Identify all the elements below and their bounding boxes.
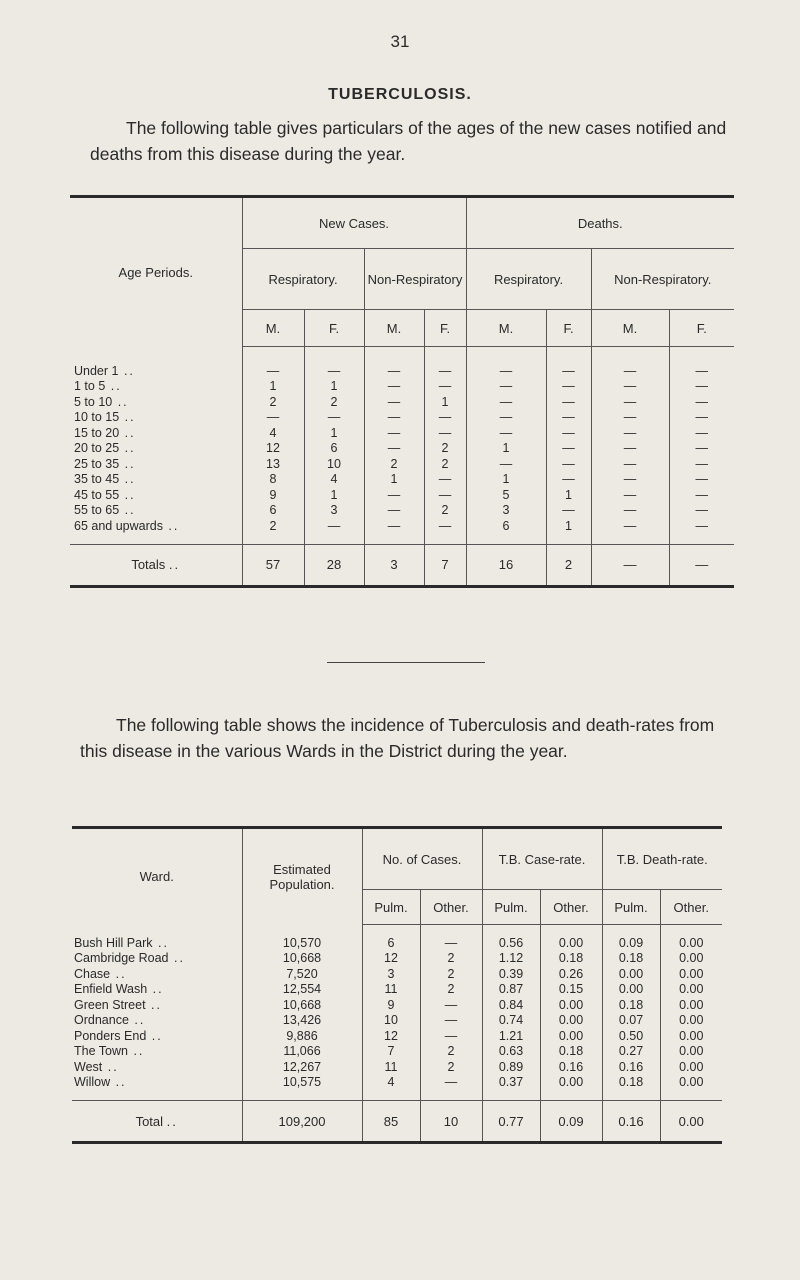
table-cell: — [466,394,546,410]
table-row [72,1075,722,1101]
table-cell: 0.16 [602,1059,660,1075]
table-cell: — [304,347,364,379]
table-cell: — [364,518,424,544]
wards-table [72,826,722,1144]
new-nonrespiratory-header: Non-Respiratory [364,249,466,310]
table-cell: — [364,394,424,410]
age-periods-header: Age Periods. [118,264,193,280]
table-cell: 2 [420,982,482,998]
row-label: 15 to 20 .. [74,425,136,440]
table-cell: 1 [466,472,546,488]
table-cell: — [424,379,466,395]
table-cell: — [591,472,669,488]
table-cell: 3 [466,503,546,519]
table-row [72,1059,722,1075]
table-cell: — [364,425,424,441]
table-cell: 0.00 [540,1075,602,1101]
table-cell: 0.00 [660,997,722,1013]
row-label: Under 1 .. [74,363,135,378]
total-cell: 0.77 [482,1101,540,1143]
table-row [72,1028,722,1044]
table-cell: — [669,379,734,395]
row-label: 45 to 55 .. [74,487,136,502]
table-cell: 12 [242,441,304,457]
table-cell: 9,886 [242,1028,362,1044]
table-cell: 12 [362,1028,420,1044]
table-cell: — [591,410,669,426]
population-header: Estimated Population. [242,828,362,925]
table-cell: — [546,394,591,410]
table-cell: 1 [466,441,546,457]
table-cell: 0.00 [660,1013,722,1029]
table-cell: 10,668 [242,997,362,1013]
col-other: Other. [420,890,482,925]
table-cell: 0.16 [540,1059,602,1075]
table-cell: 0.00 [660,1059,722,1075]
col-m: M. [242,310,304,347]
table-cell: — [669,487,734,503]
page-number: 31 [390,32,410,51]
table-cell: 0.00 [540,925,602,951]
table-cell: 1 [364,472,424,488]
table-cell: — [242,410,304,426]
deaths-nonrespiratory-header: Non-Respiratory. [591,249,734,310]
table-cell: — [669,472,734,488]
table-cell: 10,575 [242,1075,362,1101]
section-divider [327,662,485,663]
table-cell: 0.00 [660,951,722,967]
table-cell: 0.00 [660,982,722,998]
total-row [72,1101,722,1143]
table-row [70,425,734,441]
row-label: Cambridge Road .. [74,951,185,966]
table-cell: 0.00 [660,966,722,982]
table-cell: 11 [362,982,420,998]
cases-header: No. of Cases. [362,828,482,890]
col-m: M. [466,310,546,347]
table-cell: 0.09 [602,925,660,951]
table-cell: 0.00 [660,1044,722,1060]
table-cell: 1 [304,379,364,395]
table-cell: 11 [362,1059,420,1075]
table-cell: — [424,410,466,426]
row-label: Chase .. [74,966,127,981]
case-rate-header: T.B. Case-rate. [482,828,602,890]
table-cell: — [546,472,591,488]
total-cell: 0.09 [540,1101,602,1143]
table-cell: 6 [362,925,420,951]
table-row [70,441,734,457]
table-cell: — [546,379,591,395]
totals-cell: 16 [466,544,546,586]
table-cell: — [466,347,546,379]
table-cell: 0.00 [540,1013,602,1029]
table-cell: — [546,456,591,472]
table-cell: 9 [242,487,304,503]
totals-cell: — [591,544,669,586]
row-label: 65 and upwards .. [74,518,180,533]
table-cell: 0.39 [482,966,540,982]
table-cell: 0.37 [482,1075,540,1101]
table-cell: 6 [242,503,304,519]
intro-paragraph-wards: The following table shows the incidence of Tuberculosis and death-rates from this disease in the various Wards in the District during the year. [80,715,715,761]
table-cell: — [669,503,734,519]
table-cell: 13,426 [242,1013,362,1029]
table-row [70,379,734,395]
table-cell: — [546,410,591,426]
table-cell: 12,554 [242,982,362,998]
col-pulm: Pulm. [602,890,660,925]
table-cell: 2 [242,518,304,544]
table-cell: 0.18 [602,1075,660,1101]
table-cell: 0.00 [540,1028,602,1044]
row-label: 55 to 65 .. [74,503,136,518]
table-cell: 0.15 [540,982,602,998]
row-label: Bush Hill Park .. [74,935,169,950]
table-cell: — [364,347,424,379]
table-cell: 7 [362,1044,420,1060]
table-cell: 0.84 [482,997,540,1013]
table-cell: 2 [242,394,304,410]
table-cell: 10 [304,456,364,472]
table-cell: — [546,425,591,441]
table-row [70,394,734,410]
table-cell: 8 [242,472,304,488]
table-cell: 6 [466,518,546,544]
deaths-header: Deaths. [466,197,734,249]
table-cell: 1 [546,518,591,544]
table-cell: 13 [242,456,304,472]
table-row [72,925,722,951]
col-other: Other. [540,890,602,925]
col-m: M. [364,310,424,347]
table-cell: 7,520 [242,966,362,982]
total-cell: 85 [362,1101,420,1143]
table-cell: — [591,456,669,472]
table-cell: 2 [364,456,424,472]
table-cell: 0.26 [540,966,602,982]
row-label: The Town .. [74,1044,145,1059]
table-cell: 2 [420,1044,482,1060]
table-cell: 0.00 [540,997,602,1013]
table-cell: 4 [362,1075,420,1101]
total-cell: 109,200 [242,1101,362,1143]
table-cell: 0.87 [482,982,540,998]
table-cell: — [364,410,424,426]
table-cell: — [591,503,669,519]
table-row [70,518,734,544]
table-cell: — [591,394,669,410]
table-cell: 0.18 [602,997,660,1013]
table-row [70,456,734,472]
row-label: Enfield Wash .. [74,982,164,997]
table-row [70,472,734,488]
table-row [72,997,722,1013]
table-cell: — [466,425,546,441]
table-cell: — [364,441,424,457]
table-cell: — [669,394,734,410]
totals-cell: 57 [242,544,304,586]
table-cell: — [364,503,424,519]
col-f: F. [304,310,364,347]
table-cell: 3 [304,503,364,519]
table-cell: 0.00 [660,1028,722,1044]
table-row [72,1044,722,1060]
row-label: Ordnance .. [74,1013,146,1028]
table-cell: 1 [304,425,364,441]
table-cell: — [420,1028,482,1044]
table-cell: — [364,487,424,503]
row-label: 35 to 45 .. [74,472,136,487]
table-cell: — [546,503,591,519]
new-respiratory-header: Respiratory. [242,249,364,310]
row-label: Ponders End .. [74,1028,163,1043]
table-cell: — [591,441,669,457]
totals-cell: 7 [424,544,466,586]
table-cell: — [466,456,546,472]
table-cell: 0.74 [482,1013,540,1029]
table-cell: — [364,379,424,395]
col-pulm: Pulm. [362,890,420,925]
row-label: Green Street .. [74,997,162,1012]
table-cell: 12,267 [242,1059,362,1075]
table-cell: — [466,410,546,426]
table-cell: 5 [466,487,546,503]
table-row [70,347,734,379]
table-cell: 0.18 [540,951,602,967]
table-cell: 0.00 [602,982,660,998]
table-row [72,1013,722,1029]
table-cell: — [424,472,466,488]
table-cell: — [669,425,734,441]
table-row [72,966,722,982]
table-cell: 2 [424,441,466,457]
table-cell: — [669,456,734,472]
table-cell: — [304,410,364,426]
table-cell: — [304,518,364,544]
table-cell: 9 [362,997,420,1013]
row-label: 1 to 5 .. [74,379,122,394]
totals-cell: 3 [364,544,424,586]
table-cell: 2 [424,456,466,472]
table-cell: 10 [362,1013,420,1029]
new-cases-header: New Cases. [242,197,466,249]
table-cell: 1 [242,379,304,395]
table-cell: 1.21 [482,1028,540,1044]
death-rate-header: T.B. Death-rate. [602,828,722,890]
table-cell: 12 [362,951,420,967]
table-cell: 10,570 [242,925,362,951]
table-cell: 1.12 [482,951,540,967]
table-cell: — [424,347,466,379]
intro-paragraph-ages: The following table gives particulars of the ages of the new cases notified and deaths from this disease during the year. [90,118,727,164]
total-label: Total .. [72,1101,242,1143]
table-row [72,951,722,967]
page-heading: TUBERCULOSIS. [328,86,472,103]
table-cell: — [669,347,734,379]
table-row [72,982,722,998]
table-cell: — [424,425,466,441]
row-label: 25 to 35 .. [74,456,136,471]
table-cell: — [466,379,546,395]
table-cell: — [591,425,669,441]
table-cell: 2 [420,966,482,982]
totals-cell: — [669,544,734,586]
totals-cell: 2 [546,544,591,586]
deaths-respiratory-header: Respiratory. [466,249,591,310]
table-cell: 2 [424,503,466,519]
table-cell: — [669,518,734,544]
table-cell: 0.18 [602,951,660,967]
table-cell: 0.63 [482,1044,540,1060]
totals-row [70,544,734,586]
totals-cell: 28 [304,544,364,586]
table-cell: 0.00 [602,966,660,982]
col-m: M. [591,310,669,347]
table-cell: 0.27 [602,1044,660,1060]
table-cell: 1 [546,487,591,503]
row-label: 20 to 25 .. [74,441,136,456]
table-cell: 0.18 [540,1044,602,1060]
table-cell: 3 [362,966,420,982]
table-cell: 0.00 [660,1075,722,1101]
table-row [70,487,734,503]
table-cell: 6 [304,441,364,457]
row-label: 5 to 10 .. [74,394,129,409]
col-f: F. [669,310,734,347]
table-cell: — [420,997,482,1013]
table-cell: — [420,925,482,951]
table-cell: — [546,441,591,457]
table-cell: 4 [304,472,364,488]
table-cell: 2 [304,394,364,410]
table-cell: — [424,487,466,503]
table-cell: 10,668 [242,951,362,967]
table-cell: — [591,379,669,395]
total-cell: 0.00 [660,1101,722,1143]
table-cell: 0.07 [602,1013,660,1029]
col-other: Other. [660,890,722,925]
table-cell: — [546,347,591,379]
row-label: Willow .. [74,1075,127,1090]
table-cell: 2 [420,1059,482,1075]
ward-header: Ward. [139,869,174,885]
total-cell: 0.16 [602,1101,660,1143]
row-label: 10 to 15 .. [74,410,136,425]
table-row [70,503,734,519]
table-cell: — [424,518,466,544]
table-cell: 0.50 [602,1028,660,1044]
table-cell: 2 [420,951,482,967]
table-cell: 0.00 [660,925,722,951]
totals-label: Totals .. [70,544,242,586]
table-cell: 1 [424,394,466,410]
table-cell: — [669,441,734,457]
table-cell: 1 [304,487,364,503]
row-label: West .. [74,1059,119,1074]
table-cell: — [420,1075,482,1101]
table-cell: 0.56 [482,925,540,951]
table-cell: — [669,410,734,426]
table-cell: — [591,347,669,379]
table-cell: 4 [242,425,304,441]
col-f: F. [546,310,591,347]
age-periods-table [70,195,734,588]
table-cell: — [591,487,669,503]
total-cell: 10 [420,1101,482,1143]
table-cell: — [420,1013,482,1029]
table-cell: 0.89 [482,1059,540,1075]
table-cell: — [242,347,304,379]
table-row [70,410,734,426]
col-f: F. [424,310,466,347]
col-pulm: Pulm. [482,890,540,925]
table-cell: — [591,518,669,544]
table-cell: 11,066 [242,1044,362,1060]
